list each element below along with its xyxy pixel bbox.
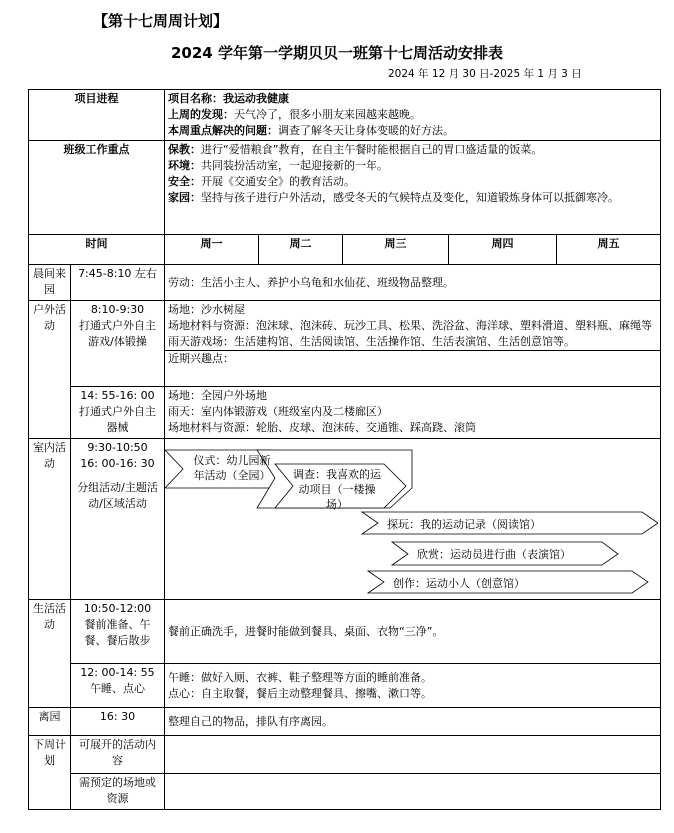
project-row <box>29 90 661 141</box>
finding-value: 天气冷了，很多小朋友来园越来越晚。 <box>234 108 421 121</box>
outdoor-interest: 近期兴趣点： <box>165 350 660 367</box>
project-name-label: 项目名称： <box>168 92 223 105</box>
day-header: 周五 <box>557 235 661 265</box>
life-slot1-name: 餐前准备、午餐、餐后散步 <box>84 618 151 647</box>
life-slot2-line2: 点心：自主取餐，餐后主动整理餐具、擦嘴、漱口等。 <box>168 686 432 700</box>
life-slot2 <box>71 664 165 708</box>
indoor-time1: 9:30-10:50 <box>87 441 148 454</box>
nextweek-activities-content <box>165 736 661 774</box>
outdoor-rainy2: 雨天：室内体锻游戏（班级室内及二楼廊区） <box>168 405 388 418</box>
focus-value: 共同装扮活动室，一起迎接新的一年。 <box>201 159 388 172</box>
week-header-row <box>29 235 661 265</box>
outdoor-row-2 <box>29 387 661 439</box>
outdoor-materials2: 场地材料与资源：轮胎、皮球、泡沫砖、交通锥、踩高跷、滚筒 <box>168 421 476 434</box>
outdoor-slot2-time: 14: 55-16: 00 <box>80 389 155 402</box>
nextweek-row-1 <box>29 736 661 774</box>
life-row-1 <box>29 600 661 664</box>
outdoor-rainy: 雨天游戏场：生活建构馆、生活阅读馆、生活操作馆、生活表演馆、生活创意馆等。 <box>168 335 575 348</box>
arrival-content: 劳动：生活小主人、养护小乌龟和水仙花、班级物品整理。 <box>165 265 661 301</box>
indoor-flow-cell <box>165 439 661 600</box>
life-slot1-time: 10:50-12:00 <box>83 602 152 615</box>
indoor-row <box>29 439 661 600</box>
day-header: 周二 <box>259 235 343 265</box>
flow-label-2: 调查：我喜欢的运动项目（一楼操场） <box>293 468 381 511</box>
schedule-table <box>28 89 661 810</box>
focus-key: 保教： <box>168 143 201 156</box>
indoor-name: 分组活动/主题活动/区域活动 <box>77 481 158 510</box>
outdoor-slot1 <box>71 301 165 387</box>
day-header: 周三 <box>343 235 449 265</box>
outdoor-site2: 场地：全园户外场地 <box>168 389 267 402</box>
leave-section: 离园 <box>29 708 71 736</box>
leave-row <box>29 708 661 736</box>
life-slot1 <box>71 600 165 664</box>
day-header: 周四 <box>449 235 557 265</box>
project-content <box>165 90 661 141</box>
life-slot2-name: 午睡、点心 <box>90 682 145 695</box>
nextweek-resources-label: 需预定的场地或资源 <box>71 774 165 810</box>
indoor-section: 室内活动 <box>29 439 71 600</box>
finding-label: 上周的发现： <box>168 108 234 121</box>
nextweek-resources-content <box>165 774 661 810</box>
outdoor-section: 户外活动 <box>29 301 71 439</box>
life-row-2 <box>29 664 661 708</box>
life-slot2-line1: 午睡：做好入厕、衣裤、鞋子整理等方面的睡前准备。 <box>168 670 432 684</box>
focus-value: 开展《交通安全》的教育活动。 <box>201 175 355 188</box>
focus-value: 进行“爱惜粮食”教育，在自主午餐时能根据自己的胃口盛适量的饭菜。 <box>201 143 543 156</box>
focus-key: 安全： <box>168 175 201 188</box>
nextweek-row-2 <box>29 774 661 810</box>
flow-label-1: 仪式：幼儿园新年活动（全园） <box>193 454 271 482</box>
indoor-time2: 16: 00-16: 30 <box>80 457 155 470</box>
indoor-slot <box>71 439 165 600</box>
outdoor-slot1-name: 打通式户外自主游戏/体锻操 <box>79 319 156 348</box>
life-slot2-time: 12: 00-14: 55 <box>80 666 155 679</box>
focus-value: 坚持与孩子进行户外活动，感受冬天的气候特点及变化，知道锻炼身体可以抵御寒冷。 <box>201 191 619 204</box>
arrival-section: 晨间来园 <box>29 265 71 301</box>
focus-key: 环境： <box>168 159 201 172</box>
time-header: 时间 <box>29 235 165 265</box>
project-name-value: 我运动我健康 <box>223 92 289 105</box>
outdoor-slot1-content <box>165 301 661 387</box>
nextweek-activities-label: 可展开的活动内容 <box>71 736 165 774</box>
focus-label: 班级工作重点 <box>29 141 165 235</box>
outdoor-materials: 场地材料与资源：泡沫球、泡沫砖、玩沙工具、松果、洗浴盆、海洋球、塑料滑道、塑料瓶、麻绳等 <box>168 319 652 332</box>
focus-row <box>29 141 661 235</box>
outdoor-slot2 <box>71 387 165 439</box>
flow-label-4: 欣赏：运动员进行曲（表演馆） <box>417 548 571 561</box>
problem-label: 本周重点解决的问题： <box>168 124 278 137</box>
focus-key: 家园： <box>168 191 201 204</box>
leave-time: 16: 30 <box>71 708 165 736</box>
focus-content <box>165 141 661 235</box>
life-slot1-content: 餐前正确洗手，进餐时能做到餐具、桌面、衣物“三净”。 <box>165 600 661 664</box>
problem-value: 调查了解冬天让身体变暖的好方法。 <box>278 124 454 137</box>
project-label: 项目进程 <box>29 90 165 141</box>
outdoor-site: 场地：沙水树屋 <box>168 303 245 316</box>
arrival-row <box>29 265 661 301</box>
arrival-time: 7:45-8:10 左右 <box>71 265 165 301</box>
indoor-flow <box>165 439 660 599</box>
nextweek-section: 下周计划 <box>29 736 71 810</box>
flow-label-5: 创作：运动小人（创意馆） <box>393 577 525 590</box>
page-title: 2024 学年第一学期贝贝一班第十七周活动安排表 <box>171 44 503 62</box>
flow-label-3: 探玩：我的运动记录（阅读馆） <box>387 518 541 531</box>
leave-content: 整理自己的物品，排队有序离园。 <box>165 708 661 736</box>
outdoor-slot1-time: 8:10-9:30 <box>90 303 145 316</box>
outdoor-row-1 <box>29 301 661 387</box>
week-tag: 【第十七周周计划】 <box>93 12 229 30</box>
outdoor-slot2-content <box>165 387 661 439</box>
day-header: 周一 <box>165 235 259 265</box>
life-slot2-content <box>165 664 661 708</box>
life-section: 生活活动 <box>29 600 71 708</box>
date-range: 2024 年 12 月 30 日-2025 年 1 月 3 日 <box>388 68 582 80</box>
outdoor-slot2-name: 打通式户外自主器械 <box>79 405 156 434</box>
